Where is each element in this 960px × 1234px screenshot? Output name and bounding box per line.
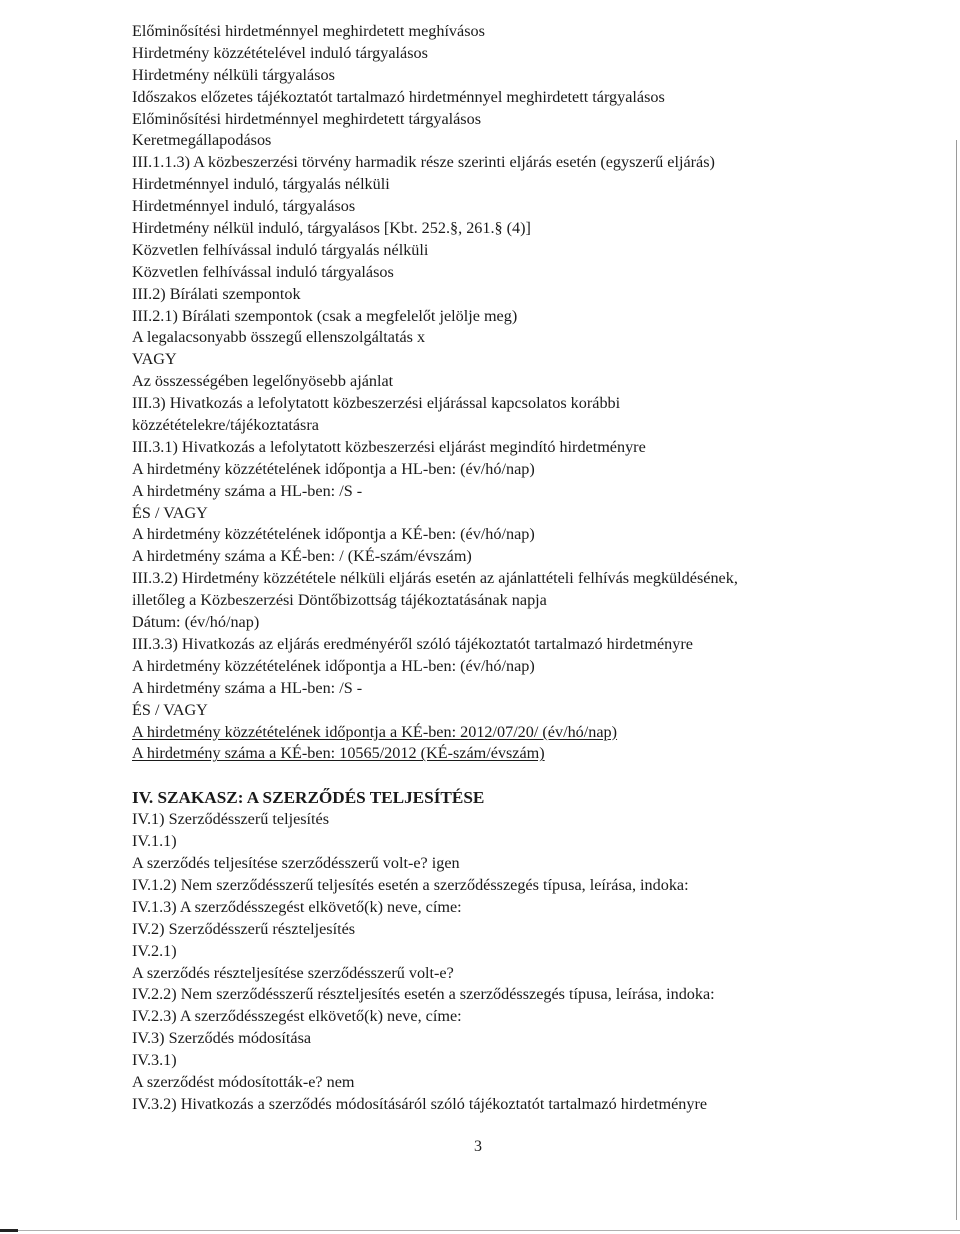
scan-corner-mark [0,1229,18,1232]
text-block-upper [132,21,932,765]
text-line: Közvetlen felhívással induló tárgyalásos [132,262,394,281]
text-line: IV.1.2) Nem szerződésszerű teljesítés esetén a szerződésszegés típusa, leírása, indoka: [132,875,689,894]
text-line: Időszakos előzetes tájékoztatót tartalmazó hirdetménnyel meghirdetett tárgyalásos [132,87,665,106]
text-line: közzétételekre/tájékoztatásra [132,416,319,435]
text-line: Hirdetmény nélküli tárgyalásos [132,65,335,84]
text-line: A hirdetmény száma a HL-ben: /S - [132,481,363,500]
text-line: IV.2.1) [132,941,177,960]
text-line: IV.3) Szerződés módosítása [132,1029,312,1048]
text-line: III.3.3) Hivatkozás az eljárás eredményéről szóló tájékoztatót tartalmazó hirdetményre [132,634,693,653]
page-number: 3 [474,1138,482,1155]
text-block-lower [132,809,932,1115]
text-line: III.2) Bírálati szempontok [132,284,301,303]
text-line: Az összességében legelőnyösebb ajánlat [132,372,394,391]
text-line: A hirdetmény közzétételének időpontja a HL-ben: (év/hó/nap) [132,459,535,478]
text-line: Hirdetménnyel induló, tárgyalásos [132,197,356,216]
text-line: A legalacsonyabb összegű ellenszolgáltatás x [132,328,426,347]
text-line: VAGY [132,350,177,369]
scan-edge-line [956,140,957,1220]
text-line: Közvetlen felhívással induló tárgyalás nélküli [132,240,429,259]
text-line: III.3.2) Hirdetmény közzététele nélküli eljárás esetén az ajánlattételi felhívás megküldésének, [132,569,738,588]
text-line: IV.1.3) A szerződésszegést elkövető(k) neve, címe: [132,897,462,916]
text-line: A hirdetmény száma a HL-ben: /S - [132,678,363,697]
text-line: IV.1) Szerződésszerű teljesítés [132,810,330,829]
text-line: A szerződés részteljesítése szerződésszerű volt-e? [132,963,454,982]
text-line: Hirdetmény közzétételével induló tárgyalásos [132,43,428,62]
text-line: Hirdetménnyel induló, tárgyalás nélküli [132,175,390,194]
text-line: Előminősítési hirdetménnyel meghirdetett meghívásos [132,22,485,40]
text-line: A hirdetmény száma a KÉ-ben: / (KÉ-szám/évszám) [132,547,472,566]
text-line: Keretmegállapodásos [132,131,272,150]
document-page [132,21,932,1116]
text-line: III.3.1) Hivatkozás a lefolytatott közbeszerzési eljárást megindító hirdetményre [132,437,646,456]
text-line: Előminősítési hirdetménnyel meghirdetett tárgyalásos [132,109,482,128]
text-line: Dátum: (év/hó/nap) [132,613,260,632]
underlined-publication-number: A hirdetmény száma a KÉ-ben: 10565/2012 (KÉ-szám/évszám) [132,744,545,763]
text-line: ÉS / VAGY [132,700,208,719]
text-line: A hirdetmény közzétételének időpontja a KÉ-ben: (év/hó/nap) [132,525,535,544]
text-line: A hirdetmény közzétételének időpontja a HL-ben: (év/hó/nap) [132,656,535,675]
text-line: IV.2.3) A szerződésszegést elkövető(k) neve, címe: [132,1007,462,1026]
scan-bottom-line [0,1230,960,1231]
text-line: IV.2.2) Nem szerződésszerű részteljesítés esetén a szerződésszegés típusa, leírása, indoka: [132,985,715,1004]
text-line: IV.1.1) [132,832,177,851]
text-line: illetőleg a Közbeszerzési Döntőbizottság tájékoztatásának napja [132,591,547,610]
section-heading: IV. SZAKASZ: A SZERZŐDÉS TELJESÍTÉSE [132,788,485,808]
section-gap [132,765,932,787]
text-line: IV.2) Szerződésszerű részteljesítés [132,919,356,938]
text-line: III.1.1.3) A közbeszerzési törvény harmadik része szerinti eljárás esetén (egyszerű eljárás) [132,153,715,172]
text-line: Hirdetmény nélkül induló, tárgyalásos [Kbt. 252.§, 261.§ (4)] [132,219,531,238]
text-line: IV.3.1) [132,1051,177,1070]
underlined-publication-date: A hirdetmény közzétételének időpontja a KÉ-ben: 2012/07/20/ (év/hó/nap) [132,722,618,741]
text-line: A szerződést módosították-e? nem [132,1072,355,1091]
text-line: A szerződés teljesítése szerződésszerű volt-e? igen [132,854,460,873]
text-line: III.2.1) Bírálati szempontok (csak a megfelelőt jelölje meg) [132,306,518,325]
text-line: III.3) Hivatkozás a lefolytatott közbeszerzési eljárással kapcsolatos korábbi [132,394,621,413]
text-line: ÉS / VAGY [132,503,208,522]
text-line: IV.3.2) Hivatkozás a szerződés módosításáról szóló tájékoztatót tartalmazó hirdetményre [132,1094,708,1113]
